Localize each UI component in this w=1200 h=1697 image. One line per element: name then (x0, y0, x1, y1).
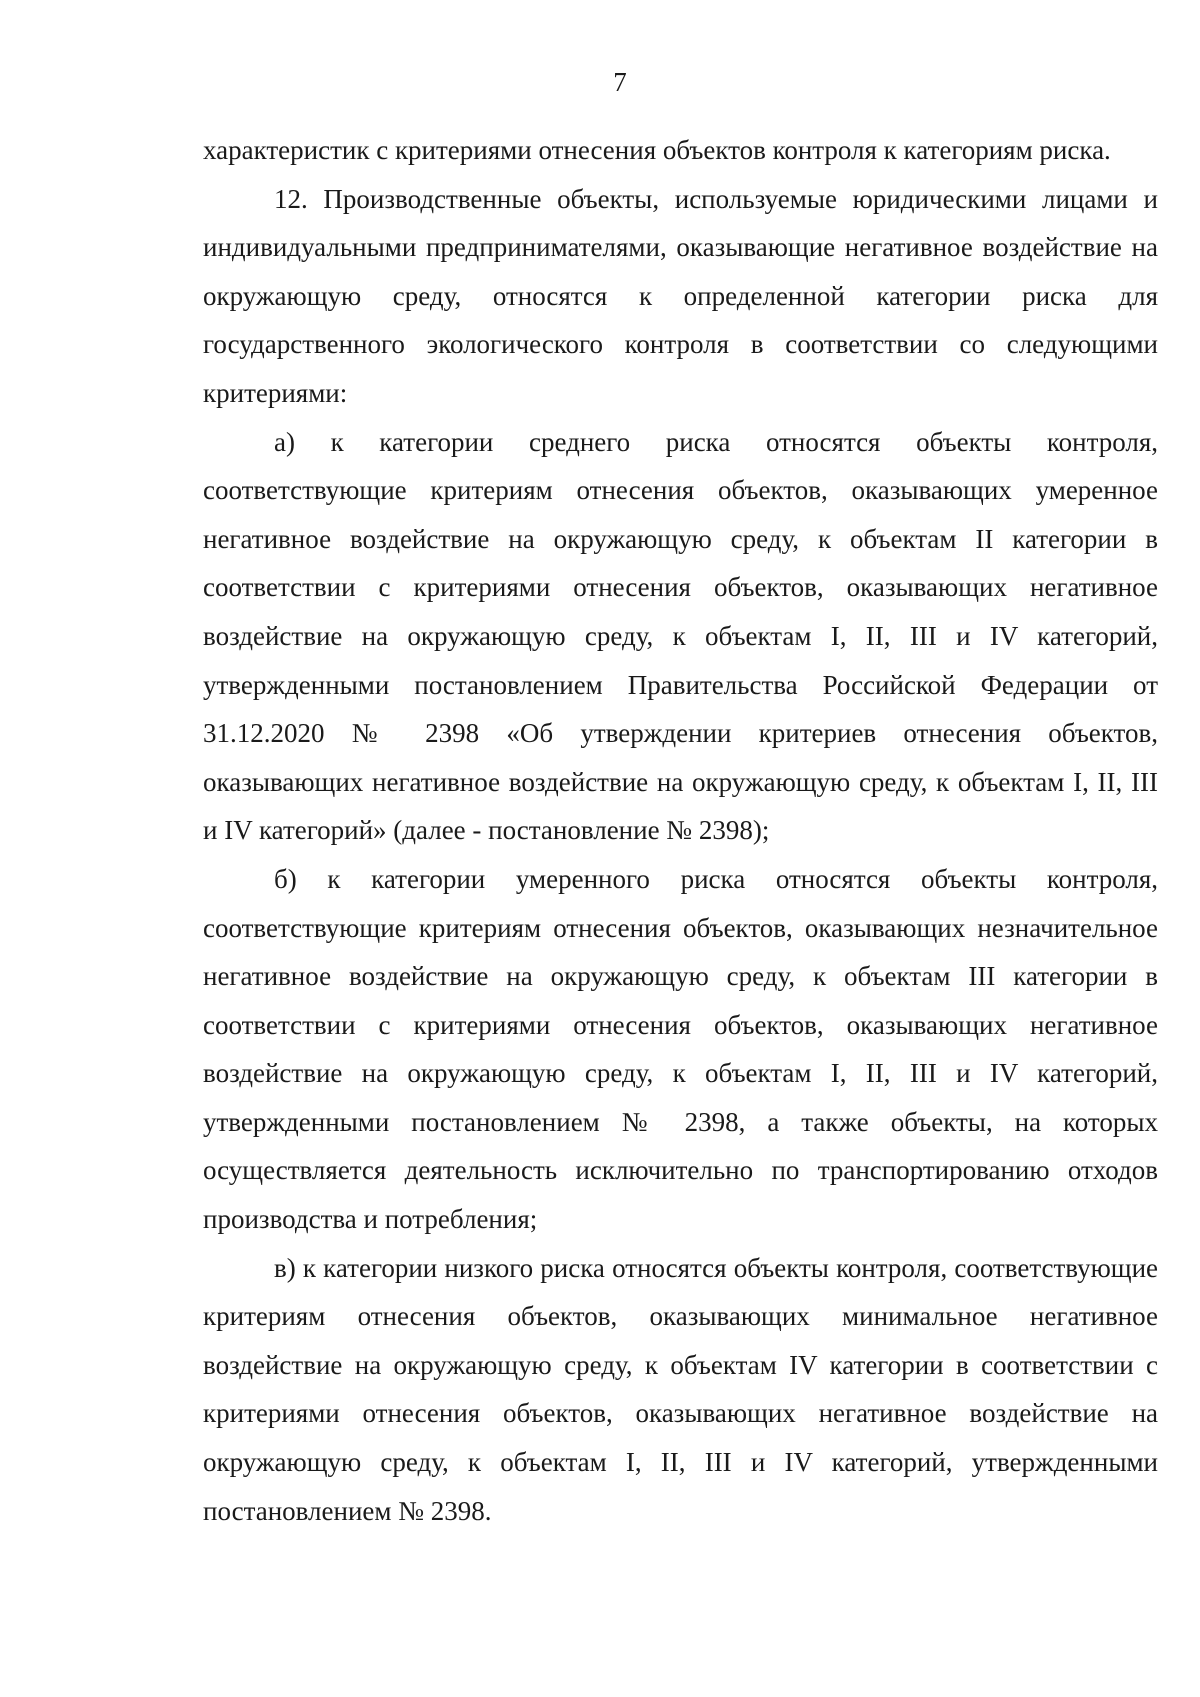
paragraph-continuation: характеристик с критериями отнесения объектов контроля к категориям риска. (203, 135, 1111, 165)
paragraph-item-a: а) к категории среднего риска относятся объекты контроля, соответствующие критериям отнесения объектов, оказывающих умеренное негативное воздействие на окружающую среду, к объектам II категории в соответствии с критериями отнесения объектов, оказывающих негативное воздействие на окружающую среду, к объектам I, II, III и IV категорий, утвержденными постановлением Правительства Российской Федерации от 31.12.2020 № 2398 «Об утверждении критериев отнесения объектов, оказывающих негативное воздействие на окружающую среду, к объектам I, II, III и IV категорий» (далее - постановление № 2398); (203, 426, 1158, 846)
page-number: 7 (613, 67, 627, 97)
paragraph-item-v: в) к категории низкого риска относятся объекты контроля, соответствующие критериям отнесения объектов, оказывающих минимальное негативное воздействие на окружающую среду, к объектам IV категории в соответствии с критериями отнесения объектов, оказывающих негативное воздействие на окружающую среду, к объектам I, II, III и IV категорий, утвержденными постановлением № 2398. (203, 1252, 1158, 1526)
paragraph-item-12: 12. Производственные объекты, используемые юридическими лицами и индивидуальными предпринимателями, оказывающие негативное воздействие на окружающую среду, относятся к определенной категории риска для государственного экологического контроля в соответствии со следующими критериями: (203, 183, 1158, 408)
paragraph-item-b: б) к категории умеренного риска относятся объекты контроля, соответствующие критериям отнесения объектов, оказывающих незначительное негативное воздействие на окружающую среду, к объектам III категории в соответствии с критериями отнесения объектов, оказывающих негативное воздействие на окружающую среду, к объектам I, II, III и IV категорий, утвержденными постановлением № 2398, а также объекты, на которых осуществляется деятельность исключительно по транспортированию отходов производства и потребления; (203, 863, 1158, 1235)
document-body (203, 126, 1158, 1535)
